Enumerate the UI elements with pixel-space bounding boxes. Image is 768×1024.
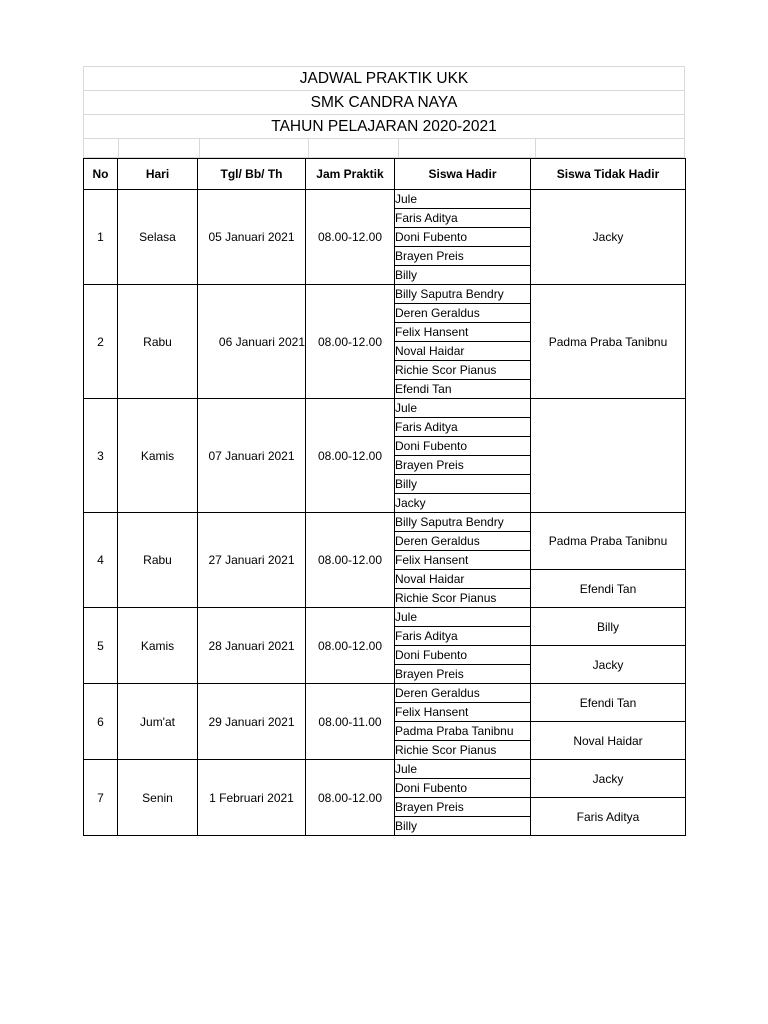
header-no: No — [84, 159, 118, 190]
cell-siswa-hadir: Noval Haidar — [395, 342, 531, 361]
cell-siswa-hadir: Deren Geraldus — [395, 684, 531, 703]
header-siswa-hadir: Siswa Hadir — [395, 159, 531, 190]
cell-jam-praktik: 08.00-12.00 — [306, 513, 395, 608]
cell-no: 6 — [84, 684, 118, 760]
table-row — [84, 684, 686, 703]
cell-siswa-hadir: Faris Aditya — [395, 627, 531, 646]
title-block — [83, 66, 685, 158]
cell-siswa-hadir: Billy — [395, 475, 531, 494]
cell-siswa-hadir: Jule — [395, 760, 531, 779]
table-row — [84, 190, 686, 209]
cell-siswa-hadir: Richie Scor Pianus — [395, 361, 531, 380]
title-main: JADWAL PRAKTIK UKK — [84, 67, 684, 91]
cell-hari: Kamis — [118, 399, 198, 513]
cell-siswa-tidak-hadir: Jacky — [531, 646, 686, 684]
cell-siswa-hadir: Richie Scor Pianus — [395, 741, 531, 760]
cell-siswa-hadir: Billy Saputra Bendry — [395, 285, 531, 304]
cell-no: 1 — [84, 190, 118, 285]
cell-tanggal: 27 Januari 2021 — [198, 513, 306, 608]
cell-siswa-hadir: Felix Hansent — [395, 551, 531, 570]
cell-siswa-hadir: Jule — [395, 190, 531, 209]
table-row — [84, 285, 686, 304]
cell-siswa-hadir: Doni Fubento — [395, 437, 531, 456]
cell-siswa-tidak-hadir: Padma Praba Tanibnu — [531, 513, 686, 570]
cell-hari: Rabu — [118, 513, 198, 608]
cell-hari: Jum'at — [118, 684, 198, 760]
header-hari: Hari — [118, 159, 198, 190]
cell-siswa-hadir: Efendi Tan — [395, 380, 531, 399]
cell-siswa-hadir: Felix Hansent — [395, 323, 531, 342]
cell-siswa-hadir: Brayen Preis — [395, 798, 531, 817]
cell-siswa-hadir: Deren Geraldus — [395, 304, 531, 323]
cell-tanggal: 29 Januari 2021 — [198, 684, 306, 760]
cell-siswa-tidak-hadir: Jacky — [531, 760, 686, 798]
cell-siswa-tidak-hadir: Efendi Tan — [531, 684, 686, 722]
header-tgl: Tgl/ Bb/ Th — [198, 159, 306, 190]
cell-siswa-hadir: Billy Saputra Bendry — [395, 513, 531, 532]
cell-jam-praktik: 08.00-12.00 — [306, 399, 395, 513]
table-row — [84, 513, 686, 532]
title-year: TAHUN PELAJARAN 2020-2021 — [84, 115, 684, 139]
cell-jam-praktik: 08.00-11.00 — [306, 684, 395, 760]
schedule-sheet — [83, 66, 685, 836]
cell-hari: Senin — [118, 760, 198, 836]
cell-siswa-hadir: Faris Aditya — [395, 418, 531, 437]
cell-siswa-hadir: Billy — [395, 817, 531, 836]
cell-siswa-tidak-hadir: Padma Praba Tanibnu — [531, 285, 686, 399]
cell-siswa-hadir: Doni Fubento — [395, 228, 531, 247]
cell-siswa-tidak-hadir: Billy — [531, 608, 686, 646]
cell-jam-praktik: 08.00-12.00 — [306, 285, 395, 399]
cell-siswa-hadir: Brayen Preis — [395, 247, 531, 266]
cell-jam-praktik: 08.00-12.00 — [306, 608, 395, 684]
table-row — [84, 399, 686, 418]
cell-siswa-tidak-hadir: Efendi Tan — [531, 570, 686, 608]
cell-siswa-hadir: Padma Praba Tanibnu — [395, 722, 531, 741]
cell-hari: Kamis — [118, 608, 198, 684]
cell-siswa-hadir: Faris Aditya — [395, 209, 531, 228]
cell-no: 7 — [84, 760, 118, 836]
cell-siswa-hadir: Jule — [395, 608, 531, 627]
cell-tanggal: 06 Januari 2021 — [198, 285, 306, 399]
cell-jam-praktik: 08.00-12.00 — [306, 760, 395, 836]
cell-siswa-hadir: Deren Geraldus — [395, 532, 531, 551]
header-siswa-tidak-hadir: Siswa Tidak Hadir — [531, 159, 686, 190]
cell-siswa-hadir: Brayen Preis — [395, 665, 531, 684]
cell-no: 4 — [84, 513, 118, 608]
cell-siswa-hadir: Billy — [395, 266, 531, 285]
cell-hari: Selasa — [118, 190, 198, 285]
header-jam: Jam Praktik — [306, 159, 395, 190]
cell-tanggal: 28 Januari 2021 — [198, 608, 306, 684]
table-row — [84, 608, 686, 627]
table-row — [84, 760, 686, 779]
cell-siswa-hadir: Doni Fubento — [395, 779, 531, 798]
cell-siswa-hadir: Jule — [395, 399, 531, 418]
spacer-row — [84, 139, 684, 158]
cell-no: 3 — [84, 399, 118, 513]
cell-siswa-hadir: Brayen Preis — [395, 456, 531, 475]
cell-siswa-hadir: Jacky — [395, 494, 531, 513]
cell-siswa-hadir: Noval Haidar — [395, 570, 531, 589]
cell-siswa-tidak-hadir: Faris Aditya — [531, 798, 686, 836]
schedule-table — [83, 158, 686, 836]
cell-siswa-hadir: Doni Fubento — [395, 646, 531, 665]
cell-siswa-hadir: Felix Hansent — [395, 703, 531, 722]
cell-siswa-tidak-hadir: Noval Haidar — [531, 722, 686, 760]
cell-no: 5 — [84, 608, 118, 684]
cell-tanggal: 07 Januari 2021 — [198, 399, 306, 513]
cell-hari: Rabu — [118, 285, 198, 399]
cell-tanggal: 1 Februari 2021 — [198, 760, 306, 836]
cell-no: 2 — [84, 285, 118, 399]
schedule-body — [84, 190, 686, 836]
cell-siswa-hadir: Richie Scor Pianus — [395, 589, 531, 608]
cell-tanggal: 05 Januari 2021 — [198, 190, 306, 285]
header-row — [84, 159, 686, 190]
cell-siswa-tidak-hadir: Jacky — [531, 190, 686, 285]
cell-jam-praktik: 08.00-12.00 — [306, 190, 395, 285]
cell-siswa-tidak-hadir — [531, 399, 686, 513]
title-school: SMK CANDRA NAYA — [84, 91, 684, 115]
